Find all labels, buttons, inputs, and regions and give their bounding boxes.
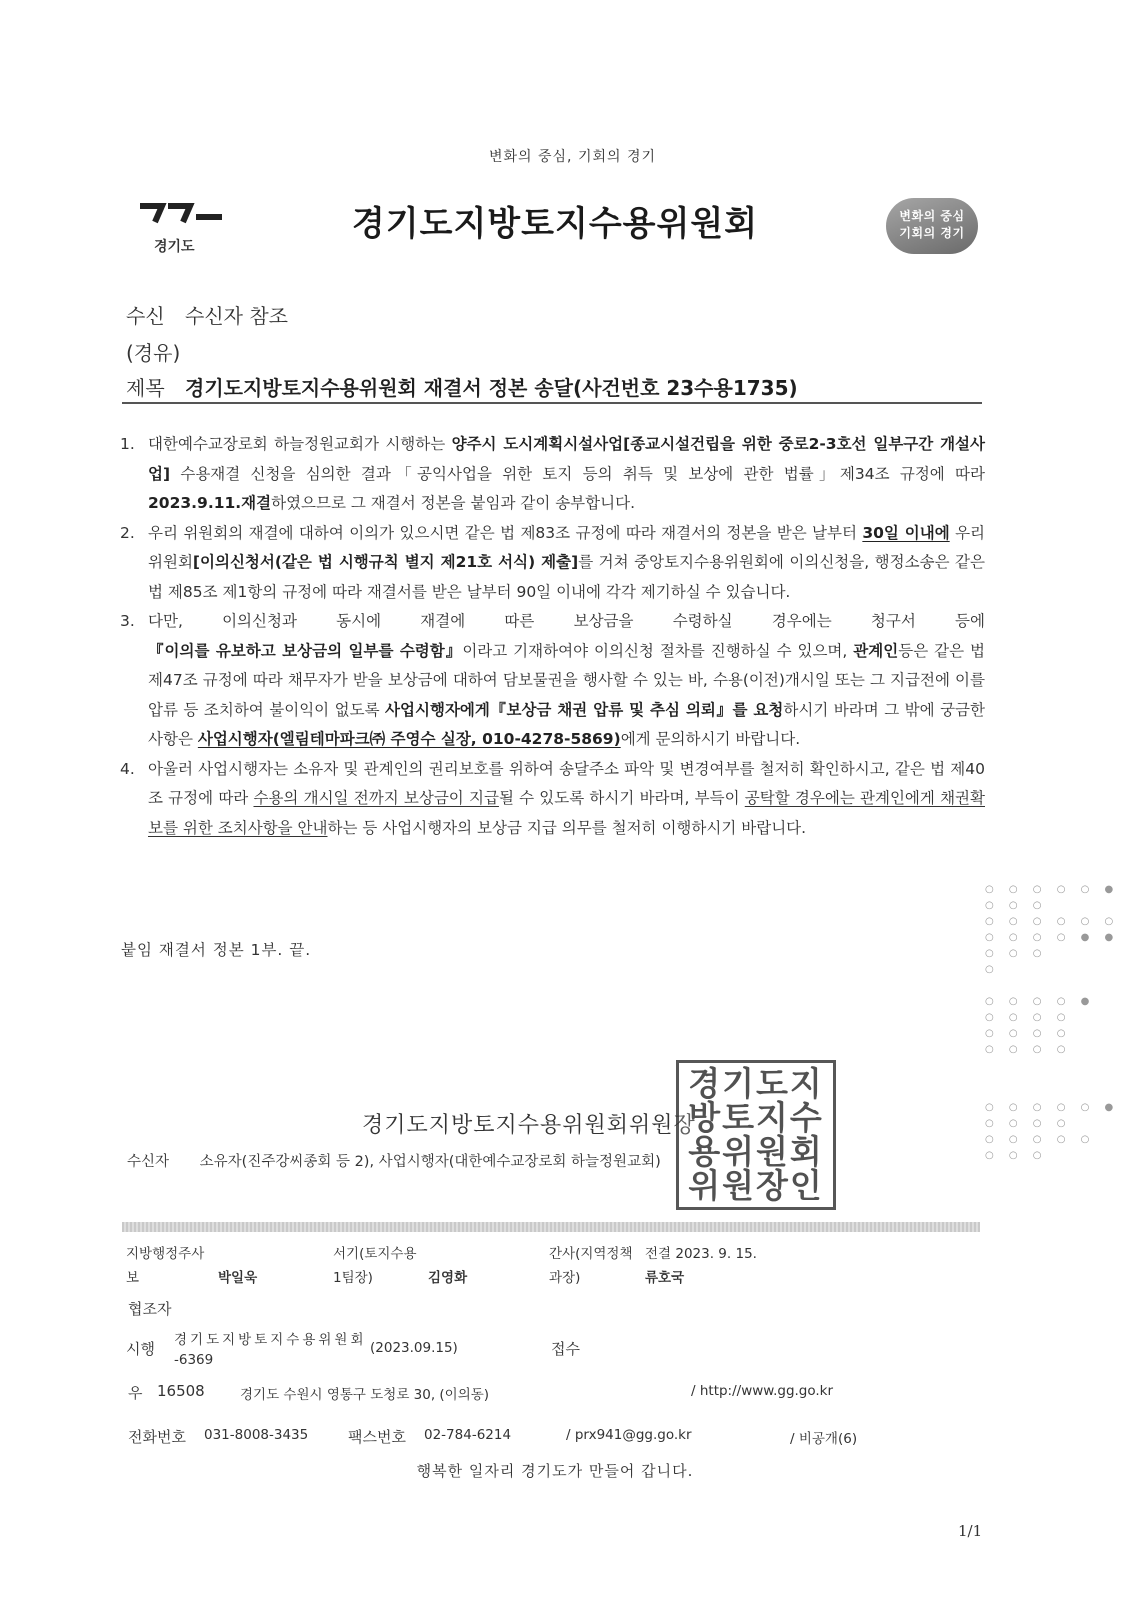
item-number: 4. <box>120 759 135 778</box>
disclosure-status: / 비공개(6) <box>790 1431 858 1447</box>
deposit-guidance: 공탁할 경우에는 관계인에게 채권확보를 위한 조치사항을 안내 <box>148 789 985 837</box>
exec-org: 경기도지방토지수용위원회 <box>174 1332 367 1348</box>
contact-info: 사업시행자(엘림테마파크㈜ 주영수 실장, 010-4278-5869) <box>197 730 621 748</box>
text-run: 하였으므로 그 재결서 정본을 붙임과 같이 송부합니다. <box>271 494 636 512</box>
text-run: 등은 같은 법 제47조 규정에 따라 채무자가 받을 보상금에 대하여 담보물권을 행사할 수 있는 바, 수용(이전)개시일 또는 그 지급전에 이를 압류 등 조치하여 불이익이 없도록 <box>148 641 985 719</box>
subject-divider <box>122 402 982 404</box>
approval-date: 전결 2023. 9. 15. <box>645 1246 757 1262</box>
role2-title-cont: 1팀장) <box>333 1270 373 1286</box>
postal-code: 16508 <box>157 1382 205 1400</box>
stakeholder-term: 관계인 <box>853 641 899 660</box>
official-seal <box>676 1060 836 1210</box>
fax-label: 팩스번호 <box>348 1428 406 1446</box>
text-run: 우리 위원회 <box>148 523 986 571</box>
item-number: 2. <box>120 523 135 542</box>
subject-label: 제목 <box>126 376 165 400</box>
role3-title-cont: 과장) <box>549 1270 581 1286</box>
recipient-value: 수신자 참조 <box>185 304 288 328</box>
body-item-2 <box>120 519 985 608</box>
text-run: 아울러 사업시행자는 소유자 및 관계인의 권리보호를 위하여 송달주소 파악 및 변경여부를 철저히 확인하시고, 같은 법 제40조 규정에 따라 <box>148 759 985 807</box>
decision-date: 2023.9.11.재결 <box>148 494 272 512</box>
item-text <box>148 755 985 844</box>
name1: 박일욱 <box>218 1270 258 1286</box>
subject-row <box>126 372 798 401</box>
scan-noise-dots: ○ ○ ○ ○ ● ○ ○ ○ ○ ○ ○ ○ ○ ○ ○ ○ ○ <box>985 996 1096 1055</box>
payment-deadline: 수용의 개시일 전까지 보상금이 지급 <box>253 789 499 807</box>
deadline: 30일 이내에 <box>862 523 950 542</box>
via-row <box>126 337 180 366</box>
item-text <box>148 519 985 608</box>
text-run: 를 거쳐 중앙토지수용위원회에 이의신청을, 행정소송은 같은 법 제85조 제1항의 규정에 따라 재결서를 받은 날부터 90일 이내에 각각 제기하실 수 있습니다. <box>148 553 986 601</box>
body-item-3 <box>120 607 985 755</box>
text-run: 다만, 이의신청과 동시에 재결에 따른 보상금을 수령하실 경우에는 청구서 등에 <box>148 612 985 630</box>
seal-line: 용위원회 <box>688 1132 824 1171</box>
org-title: 경기도지방토지수용위원회 <box>351 204 759 244</box>
receipt-label: 접수 <box>551 1340 580 1358</box>
text-run: 에게 문의하시기 바랍니다. <box>620 730 801 748</box>
name2: 김영화 <box>428 1270 468 1286</box>
seizure-request: 사업시행자에게『보상금 채권 압류 및 추심 의뢰』를 요청 <box>385 700 784 719</box>
top-slogan: 변화의 중심, 기회의 경기 <box>488 149 657 165</box>
reservation-phrase: 『이의를 유보하고 보상금의 일부를 수령함』 <box>148 641 463 660</box>
recipient-row <box>126 300 288 329</box>
role1-title-cont: 보 <box>126 1270 140 1286</box>
text-run: 우리 위원회의 재결에 대하여 이의가 있으시면 같은 법 제83조 규정에 따라 재결서의 정본을 받은 날부터 <box>148 523 863 542</box>
seal-line: 방토지수 <box>688 1098 824 1137</box>
text-run: 수용재결 신청을 심의한 결과「공익사업을 위한 토지 등의 취득 및 보상에 관한 법률」제34조 규정에 따라 <box>170 464 985 483</box>
seal-line: 경기도지 <box>688 1064 824 1103</box>
objection-form: [이의신청서(같은 법 시행규칙 별지 제21호 서식) 제출] <box>192 553 579 571</box>
text-run: 하시기 바라며 그 밖에 궁금한 사항은 <box>148 700 985 748</box>
role1-title: 지방행정주사 <box>126 1246 205 1262</box>
postal-label: 우 <box>128 1384 143 1402</box>
address: 경기도 수원시 영통구 도청로 30, (이의동) <box>240 1387 490 1403</box>
text-run: 대한예수교장로회 하늘정원교회가 시행하는 <box>148 435 452 453</box>
name3: 류호국 <box>645 1270 685 1286</box>
email[interactable]: / prx941@gg.go.kr <box>566 1427 692 1443</box>
scan-noise-dots: ○ ○ ○ ○ ○ ● ○ ○ ○ ○ ○ ○ ○ ○ ○ ○ ○ ○ ○ ● ● ○ ○ ○ ○ <box>985 884 1120 975</box>
item-number: 1. <box>120 435 135 453</box>
closing-slogan: 행복한 일자리 경기도가 만들어 갑니다. <box>416 1462 694 1480</box>
recipients-label: 수신자 <box>127 1154 170 1170</box>
item-text <box>148 607 985 755</box>
project-name: 양주시 도시계획시설사업[종교시설건립을 위한 중로2-3호선 일부구간 개설사업] <box>148 435 985 483</box>
item-text <box>148 430 985 519</box>
recipients-row <box>127 1150 661 1171</box>
recipient-label: 수신 <box>126 304 165 328</box>
website-url[interactable]: / http://www.gg.go.kr <box>691 1383 834 1399</box>
scan-noise-dots: ○ ○ ○ ○ ○ ● ○ ○ ○ ○ ○ ○ ○ ○ ○ ○ ○ ○ <box>985 1102 1120 1161</box>
phone-number: 031-8008-3435 <box>204 1427 309 1443</box>
badge-line-2: 기회의 경기 <box>899 226 965 240</box>
role2-title: 서기(토지수용 <box>333 1246 417 1262</box>
text-run: 이라고 기재하여야 이의신청 절차를 진행하실 수 있으며, <box>462 641 854 660</box>
recipients-value: 소유자(진주강씨종회 등 2), 사업시행자(대한예수교장로회 하늘정원교회) <box>199 1154 661 1170</box>
page-number: 1/1 <box>958 1522 983 1540</box>
fax-number: 02-784-6214 <box>424 1427 512 1443</box>
role3-title: 간사(지역정책 <box>549 1246 633 1262</box>
document-body <box>120 430 985 843</box>
subject-value: 경기도지방토지수용위원회 재결서 정본 송달(사건번호 23수용1735) <box>185 376 798 400</box>
body-item-4 <box>120 755 985 844</box>
phone-label: 전화번호 <box>128 1428 186 1446</box>
text-run: 하는 등 사업시행자의 보상금 지급 의무를 철저히 이행하시기 바랍니다. <box>327 818 807 837</box>
via-label: (경유) <box>126 341 181 365</box>
item-number: 3. <box>120 612 135 630</box>
cooperator-label: 협조자 <box>128 1300 172 1318</box>
body-item-1 <box>120 430 985 519</box>
seal-line: 위원장인 <box>688 1166 824 1205</box>
exec-number: -6369 <box>174 1352 214 1368</box>
slogan-badge <box>886 198 978 254</box>
logo-text: 경기도 <box>154 239 195 255</box>
signer-title: 경기도지방토지수용위원회위원장 <box>362 1113 696 1138</box>
exec-label: 시행 <box>126 1340 155 1358</box>
badge-line-1: 변화의 중심 <box>899 209 965 223</box>
text-run: 될 수 있도록 하시기 바라며, 부득이 <box>498 789 745 807</box>
footer-separator <box>122 1222 980 1232</box>
exec-date: (2023.09.15) <box>370 1340 458 1356</box>
attachment-line: 붙임 재결서 정본 1부. 끝. <box>121 941 312 959</box>
